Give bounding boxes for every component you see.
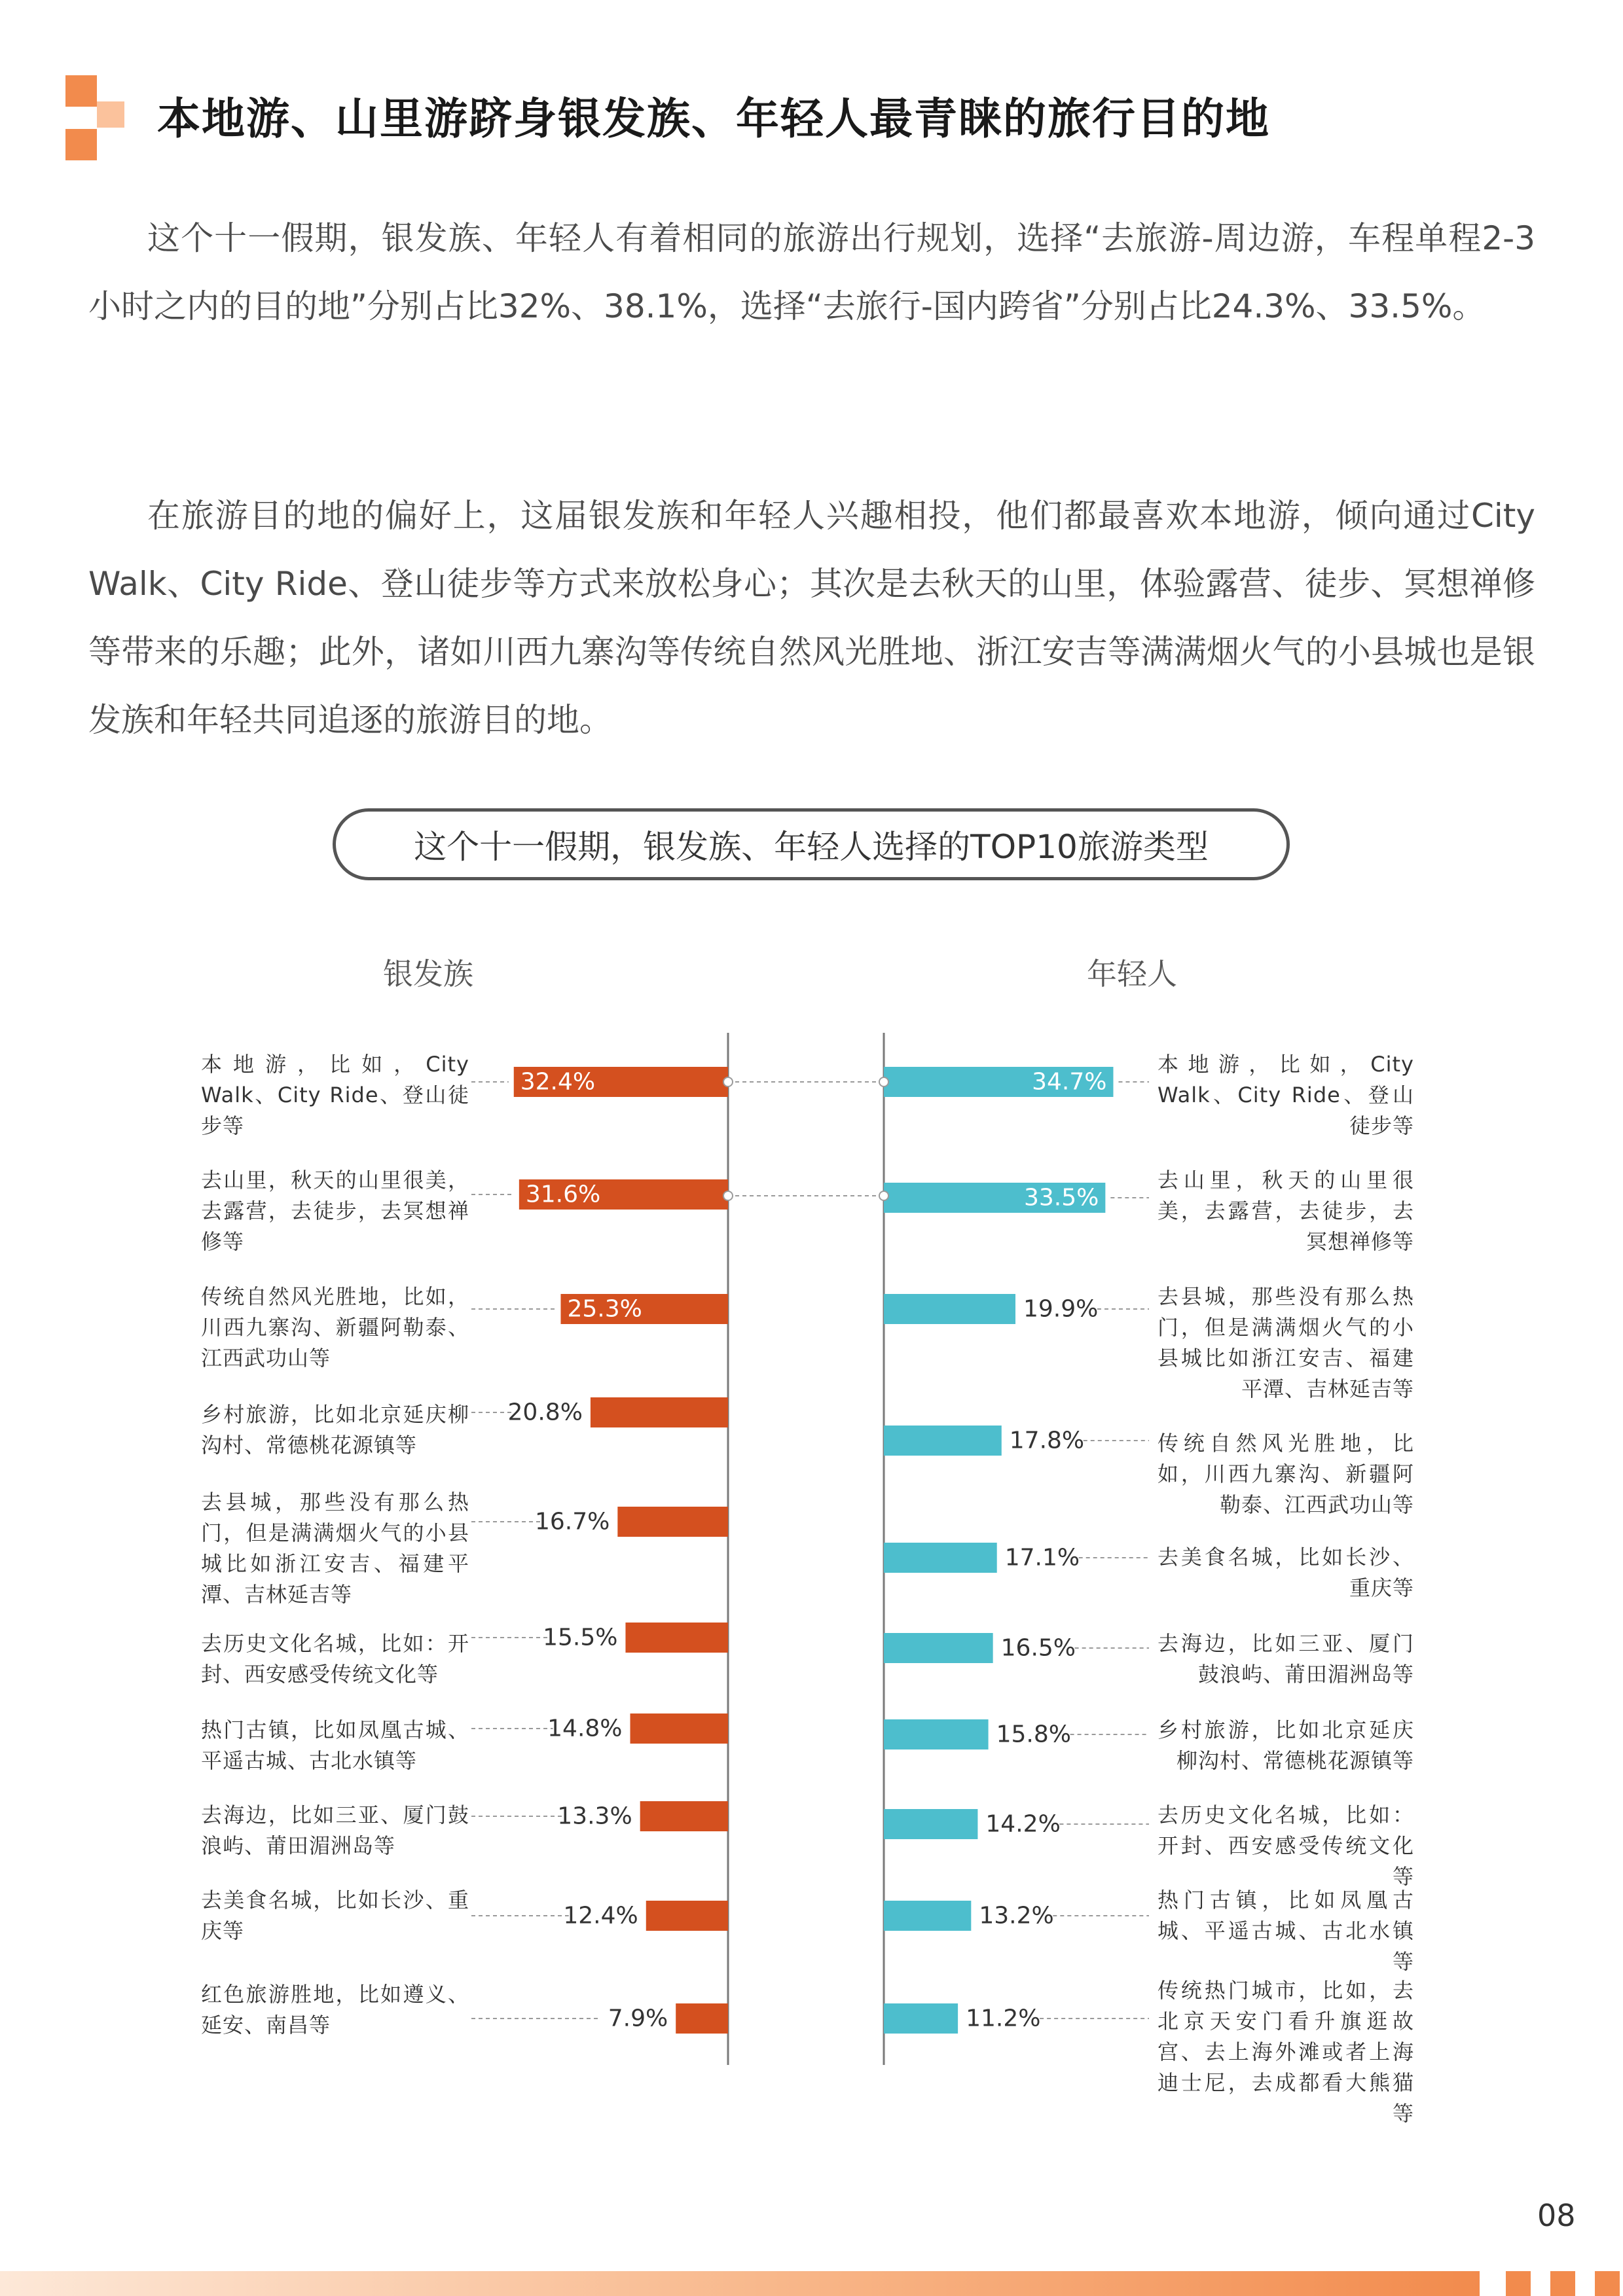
bar-young (884, 1543, 997, 1573)
bar-young (884, 1294, 1015, 1324)
connector-dot (723, 1191, 733, 1200)
connector-dot (879, 1077, 888, 1086)
category-label: 红色旅游胜地，比如遵义、延安、南昌等 (201, 1982, 469, 2037)
category-label: 去县城，那些没有那么热门，但是满满烟火气的小县城比如浙江安吉、福建平潭、吉林延吉等 (201, 1490, 469, 1607)
category-label: 本地游，比如，City Walk、City Ride、登山徒步等 (1158, 1052, 1414, 1138)
category-label: 去美食名城，比如长沙、重庆等 (1158, 1545, 1414, 1600)
connector-dot (879, 1191, 888, 1200)
value-label: 31.6% (525, 1181, 601, 1208)
category-label: 去县城，那些没有那么热门，但是满满烟火气的小县城比如浙江安吉、福建平潭、吉林延吉等 (1158, 1284, 1414, 1401)
category-label: 传统热门城市，比如，去北京天安门看升旗逛故宫、去上海外滩或者上海迪士尼，去成都看大熊猫等 (1158, 1978, 1414, 2126)
footer-square (1595, 2271, 1620, 2296)
young-group-title: 年轻人 (1087, 956, 1177, 992)
preference-paragraph: 在旅游目的地的偏好上，这届银发族和年轻人兴趣相投，他们都最喜欢本地游，倾向通过City Walk、City Ride、登山徒步等方式来放松身心；其次是去秋天的山里，体验露营、徒步、冥想禅修等带来的乐趣；此外，诸如川西九寨沟等传统自然风光胜地、浙江安吉等满满烟火气的小县城也是银发族和年轻共同追逐的旅游目的地。 (88, 497, 1535, 739)
value-label: 14.8% (547, 1715, 623, 1742)
footer-bar (0, 2271, 1480, 2296)
bar-young (884, 1719, 989, 1749)
category-label: 去海边，比如三亚、厦门鼓浪屿、莆田湄洲岛等 (201, 1803, 469, 1858)
category-label: 去海边，比如三亚、厦门鼓浪屿、莆田湄洲岛等 (1158, 1631, 1414, 1687)
category-label: 去历史文化名城，比如：开封、西安感受传统文化等 (201, 1631, 469, 1687)
category-label: 去山里，秋天的山里很美，去露营，去徒步，去冥想禅修等 (1158, 1168, 1414, 1254)
category-label: 热门古镇，比如凤凰古城、平遥古城、古北水镇等 (201, 1717, 469, 1773)
footer-square (1506, 2271, 1531, 2296)
category-label: 乡村旅游，比如北京延庆柳沟村、常德桃花源镇等 (1158, 1717, 1414, 1773)
value-label: 12.4% (563, 1902, 638, 1929)
value-label: 17.1% (1004, 1544, 1080, 1571)
page-title: 本地游、山里游跻身银发族、年轻人最青睐的旅行目的地 (157, 94, 1270, 144)
value-label: 16.7% (534, 1508, 610, 1535)
value-label: 16.5% (1000, 1634, 1076, 1662)
value-label: 14.2% (985, 1810, 1061, 1838)
value-label: 13.3% (557, 1803, 632, 1830)
value-label: 13.2% (979, 1902, 1054, 1929)
value-label: 15.8% (996, 1721, 1071, 1748)
bar-silver (630, 1713, 728, 1744)
category-label: 传统自然风光胜地，比如，川西九寨沟、新疆阿勒泰、江西武功山等 (1158, 1431, 1414, 1517)
value-label: 20.8% (507, 1399, 583, 1426)
value-label: 32.4% (520, 1068, 596, 1096)
value-label: 17.8% (1009, 1427, 1085, 1454)
value-label: 15.5% (543, 1624, 618, 1651)
bar-silver (617, 1507, 728, 1537)
value-label: 34.7% (1032, 1068, 1107, 1096)
bar-silver (625, 1623, 728, 1653)
brand-logo (65, 75, 128, 160)
value-label: 33.5% (1023, 1184, 1099, 1211)
value-label: 19.9% (1023, 1295, 1099, 1323)
connector-dot (723, 1077, 733, 1086)
intro-paragraph: 这个十一假期，银发族、年轻人有着相同的旅游出行规划，选择“去旅游-周边游，车程单程2-3小时之内的目的地”分别占比32%、38.1%，选择“去旅行-国内跨省”分别占比24.3%、33.5%。 (88, 219, 1535, 325)
category-label: 去历史文化名城，比如：开封、西安感受传统文化等 (1158, 1803, 1414, 1889)
value-label: 11.2% (966, 2005, 1041, 2032)
footer-square (1550, 2271, 1575, 2296)
value-label: 7.9% (608, 2005, 668, 2032)
category-label: 本地游，比如，City Walk、City Ride、登山徒步等 (201, 1052, 469, 1138)
value-label: 25.3% (567, 1295, 642, 1323)
bar-young (884, 2003, 958, 2034)
bar-silver (676, 2003, 728, 2034)
category-label: 传统自然风光胜地，比如，川西九寨沟、新疆阿勒泰、江西武功山等 (201, 1284, 469, 1371)
category-label: 去美食名城，比如长沙、重庆等 (201, 1888, 469, 1943)
bar-silver (646, 1901, 728, 1931)
silver-group-title: 银发族 (383, 956, 473, 992)
category-label: 去山里，秋天的山里很美，去露营，去徒步，去冥想禅修等 (201, 1168, 469, 1254)
category-label: 热门古镇，比如凤凰古城、平遥古城、古北水镇等 (1158, 1888, 1414, 1974)
bar-young (884, 1809, 977, 1839)
bar-young (884, 1426, 1002, 1456)
page-number: 08 (1537, 2198, 1576, 2233)
chart-title: 这个十一假期，银发族、年轻人选择的TOP10旅游类型 (333, 808, 1290, 880)
bar-silver (591, 1397, 728, 1427)
bar-young (884, 1901, 971, 1931)
bar-young (884, 1633, 993, 1663)
bar-silver (640, 1801, 728, 1831)
category-label: 乡村旅游，比如北京延庆柳沟村、常德桃花源镇等 (201, 1402, 469, 1458)
